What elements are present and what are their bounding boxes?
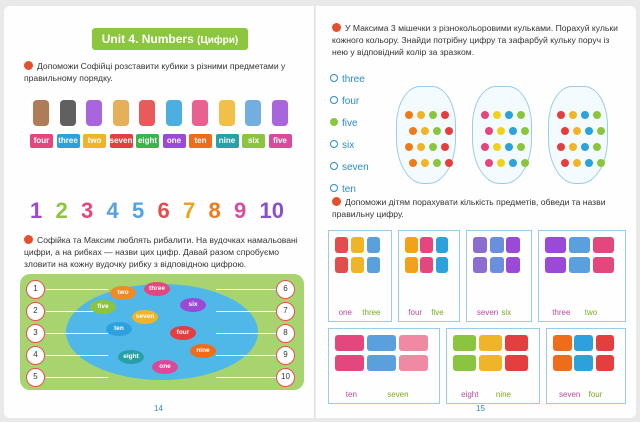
ball <box>509 159 517 167</box>
ball <box>593 111 601 119</box>
task-2-instruction <box>24 234 306 270</box>
unit-label: Unit 4. <box>101 32 139 46</box>
ball <box>509 127 517 135</box>
counted-object <box>335 355 364 371</box>
cube-word: five <box>269 134 292 148</box>
ball <box>445 159 453 167</box>
cube-word: one <box>163 134 186 148</box>
ball <box>497 159 505 167</box>
toy-picture <box>272 100 288 126</box>
count-cell <box>328 328 440 404</box>
counted-object <box>479 335 502 351</box>
count-cell <box>446 328 540 404</box>
counted-object <box>420 257 433 273</box>
counted-object <box>506 257 520 273</box>
number-digit: 10 <box>259 198 284 223</box>
count-cell <box>328 230 392 322</box>
ball <box>485 127 493 135</box>
ball <box>429 111 437 119</box>
counted-object <box>367 257 380 273</box>
counted-object <box>574 335 593 351</box>
answer-option[interactable]: four <box>588 390 603 399</box>
rod-number: 9 <box>276 346 295 365</box>
counted-object <box>399 335 428 351</box>
rod-line <box>216 377 276 378</box>
apple-icon <box>332 197 341 206</box>
fish-word: one <box>152 360 178 374</box>
color-row <box>330 162 369 173</box>
toy-picture <box>60 100 76 126</box>
answer-option[interactable]: five <box>431 308 444 317</box>
ball <box>585 159 593 167</box>
rod-number: 1 <box>26 280 45 299</box>
unit-header <box>92 28 248 50</box>
ball <box>421 159 429 167</box>
counted-object <box>479 355 502 371</box>
ball <box>597 127 605 135</box>
counted-object <box>351 257 364 273</box>
ball <box>569 143 577 151</box>
counted-object <box>574 355 593 371</box>
color-word: seven <box>342 162 369 173</box>
cube-word: ten <box>189 134 212 148</box>
counted-object <box>436 237 449 253</box>
ball <box>517 111 525 119</box>
unit-title: Numbers <box>141 32 194 46</box>
toy-picture <box>33 100 49 126</box>
ball <box>417 143 425 151</box>
fish-word: five <box>90 300 116 314</box>
ball <box>569 111 577 119</box>
counted-object <box>569 257 590 273</box>
ball <box>585 127 593 135</box>
answer-option[interactable]: two <box>584 308 598 317</box>
ball <box>557 143 565 151</box>
apple-icon <box>24 61 33 70</box>
ball <box>597 159 605 167</box>
color-circle-checkbox[interactable] <box>330 96 338 104</box>
toy-picture <box>219 100 235 126</box>
toy-picture <box>113 100 129 126</box>
counted-object <box>473 257 487 273</box>
balls-instruction-text: У Максима 3 мішечки з різнокольоровими кульками. Порахуй кульки кожного кольору. Знайди потрібну цифру та зафарбуй кульку поруч із нею у відповідний колір за зразком. <box>332 23 618 57</box>
ball <box>557 111 565 119</box>
counted-object <box>593 237 614 253</box>
ball <box>573 127 581 135</box>
cube-word: seven <box>110 134 133 148</box>
rod-line <box>216 289 276 290</box>
color-row <box>330 118 358 129</box>
ball <box>485 159 493 167</box>
color-row <box>330 74 365 85</box>
counted-object <box>436 257 449 273</box>
counted-object <box>367 335 396 351</box>
ball <box>561 159 569 167</box>
ball <box>433 127 441 135</box>
rod-number: 8 <box>276 324 295 343</box>
fish-word: ten <box>106 322 132 336</box>
ball <box>409 127 417 135</box>
counted-object <box>553 355 572 371</box>
answer-option[interactable]: nine <box>495 390 511 399</box>
color-circle-checkbox[interactable] <box>330 140 338 148</box>
toy-picture <box>245 100 261 126</box>
counted-object <box>405 237 418 253</box>
cube-word: two <box>83 134 106 148</box>
ball <box>505 143 513 151</box>
ball <box>417 111 425 119</box>
fishing-pond <box>20 274 304 390</box>
number-digit: 4 <box>106 198 119 223</box>
color-circle-checkbox[interactable] <box>330 74 338 82</box>
left-page <box>4 6 316 418</box>
count-cell <box>538 230 626 322</box>
rod-line <box>216 311 276 312</box>
ball <box>521 127 529 135</box>
ball <box>421 127 429 135</box>
color-word: four <box>342 96 360 107</box>
ball <box>429 143 437 151</box>
fish-word: eight <box>118 350 144 364</box>
rod-number: 2 <box>26 302 45 321</box>
number-digit: 9 <box>234 198 247 223</box>
fish-word: three <box>144 282 170 296</box>
counted-object <box>596 335 615 351</box>
counted-object <box>505 355 528 371</box>
fish-word: seven <box>132 310 158 324</box>
rod-number: 3 <box>26 324 45 343</box>
counted-object <box>335 257 348 273</box>
number-digit: 3 <box>81 198 94 223</box>
ball <box>441 143 449 151</box>
number-digit: 8 <box>208 198 221 223</box>
rod-line <box>46 377 108 378</box>
apple-icon <box>332 23 341 32</box>
page-number-right: 15 <box>476 404 485 413</box>
color-word: three <box>342 74 365 85</box>
color-word: ten <box>342 184 356 195</box>
number-digit: 5 <box>132 198 145 223</box>
rod-line <box>216 333 276 334</box>
ball <box>581 143 589 151</box>
counted-object <box>453 355 476 371</box>
ball <box>521 159 529 167</box>
right-page <box>316 6 636 418</box>
color-row <box>330 140 354 151</box>
answer-option[interactable]: three <box>362 308 381 317</box>
rod-number: 7 <box>276 302 295 321</box>
answer-option[interactable]: eight <box>461 390 479 399</box>
ball-bag <box>548 86 608 184</box>
ball <box>517 143 525 151</box>
rod-line <box>46 355 108 356</box>
task-2-text: Софійка та Максим люблять рибалити. На вудочках намальовані цифри, а на рибках — назви цих цифр. Давай разом спробуємо зловити на кожну вудочку рибку з відповідною цифрою. <box>24 235 298 269</box>
fish-word: four <box>170 326 196 340</box>
counted-object <box>490 237 504 253</box>
answer-option[interactable]: ten <box>345 390 357 399</box>
rod-line <box>46 333 108 334</box>
ball <box>441 111 449 119</box>
toy-picture <box>166 100 182 126</box>
color-circle-checkbox[interactable] <box>330 162 338 170</box>
number-digit: 7 <box>183 198 196 223</box>
toy-picture <box>86 100 102 126</box>
ball <box>481 143 489 151</box>
page-number-left: 14 <box>154 404 163 413</box>
rod-line <box>46 289 108 290</box>
ball <box>433 159 441 167</box>
count-instruction-text: Допоможи дітям порахувати кількість предметів, обведи та назви правильну цифру. <box>332 197 606 219</box>
ball <box>505 111 513 119</box>
color-word: five <box>342 118 358 129</box>
rod-number: 5 <box>26 368 45 387</box>
counted-object <box>420 237 433 253</box>
count-cell <box>466 230 532 322</box>
ball <box>581 111 589 119</box>
ball-bag <box>472 86 532 184</box>
fish-word: two <box>110 286 136 300</box>
counted-object <box>490 257 504 273</box>
answer-option[interactable]: seven <box>476 308 499 317</box>
count-cell <box>546 328 626 404</box>
rod-number: 6 <box>276 280 295 299</box>
count-instruction <box>332 196 624 220</box>
counted-object <box>335 335 364 351</box>
counted-object <box>506 237 520 253</box>
ball <box>481 111 489 119</box>
cube-word: three <box>57 134 80 148</box>
ball <box>405 111 413 119</box>
number-digit: 1 <box>30 198 43 223</box>
ball-bag <box>396 86 456 184</box>
answer-option[interactable]: three <box>552 308 571 317</box>
counted-object <box>553 335 572 351</box>
color-word: six <box>342 140 355 151</box>
answer-option[interactable]: seven <box>387 390 409 399</box>
task-1-instruction <box>24 60 304 84</box>
color-row <box>330 96 359 107</box>
counted-object <box>593 257 614 273</box>
rod-line <box>216 355 276 356</box>
number-digit: 6 <box>157 198 170 223</box>
answer-option[interactable]: six <box>501 308 512 317</box>
color-circle-checkbox[interactable] <box>330 118 338 126</box>
counted-object <box>367 237 380 253</box>
balls-instruction <box>332 22 624 58</box>
ball <box>493 143 501 151</box>
task-1-text: Допоможи Софійці розставити кубики з різними предметами у правильному порядку. <box>24 61 286 83</box>
counted-object <box>351 237 364 253</box>
count-cell <box>398 230 460 322</box>
answer-option[interactable]: one <box>338 308 352 317</box>
toy-picture <box>192 100 208 126</box>
ball <box>497 127 505 135</box>
cube-word: nine <box>216 134 239 148</box>
answer-option[interactable]: four <box>408 308 423 317</box>
rod-number: 4 <box>26 346 45 365</box>
counted-object <box>545 237 566 253</box>
number-digit: 2 <box>55 198 68 223</box>
answer-option[interactable]: seven <box>559 390 581 399</box>
apple-icon <box>24 235 33 244</box>
counted-object <box>405 257 418 273</box>
cube-word: eight <box>136 134 159 148</box>
ball <box>445 127 453 135</box>
counted-object <box>335 237 348 253</box>
ball <box>405 143 413 151</box>
rod-number: 10 <box>276 368 295 387</box>
color-circle-checkbox[interactable] <box>330 184 338 192</box>
fish-word: nine <box>190 344 216 358</box>
counted-object <box>505 335 528 351</box>
fish-word: six <box>180 298 206 312</box>
color-row <box>330 184 356 195</box>
counted-object <box>473 237 487 253</box>
counted-object <box>453 335 476 351</box>
counted-object <box>399 355 428 371</box>
ball <box>409 159 417 167</box>
ball <box>573 159 581 167</box>
counted-object <box>545 257 566 273</box>
counted-object <box>569 237 590 253</box>
ball <box>561 127 569 135</box>
cube-word: six <box>242 134 265 148</box>
toy-picture <box>139 100 155 126</box>
counted-object <box>367 355 396 371</box>
ball <box>593 143 601 151</box>
unit-subtitle: (Цифри) <box>197 35 239 46</box>
counted-object <box>596 355 615 371</box>
ball <box>493 111 501 119</box>
cube-word: four <box>30 134 53 148</box>
